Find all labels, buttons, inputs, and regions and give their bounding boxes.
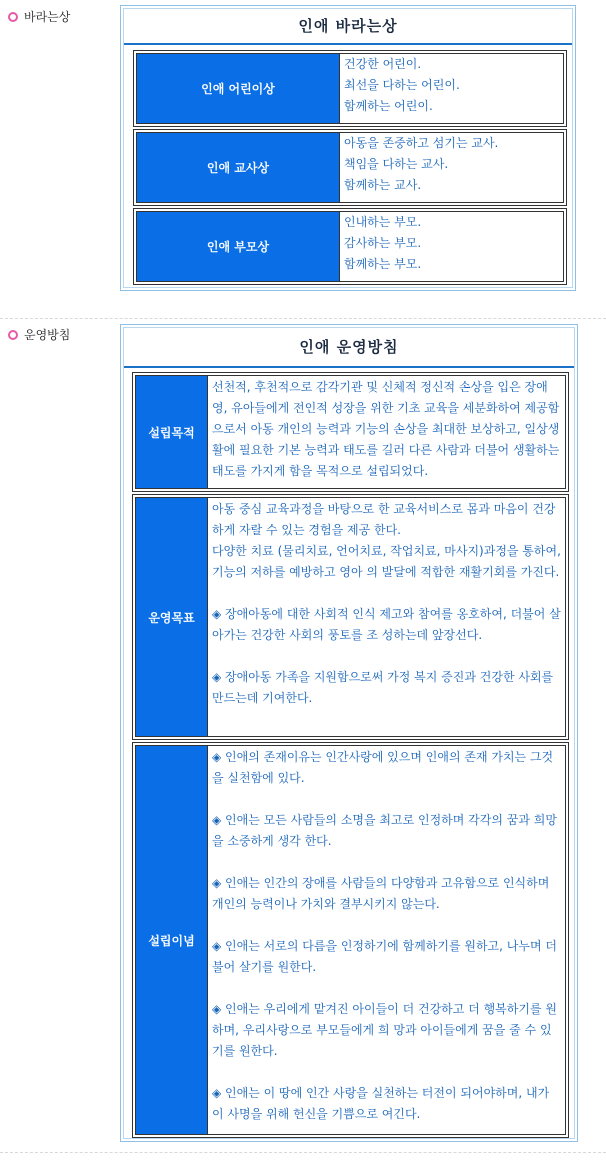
panel-title: 인애 바라는상 — [298, 17, 398, 35]
ring-bullet-icon — [8, 12, 18, 22]
row-text: 건강한 어린이. 최선을 다하는 어린이. 함께하는 어린이. — [344, 57, 460, 113]
row-text: 아동을 존중하고 섬기는 교사. 책임을 다하는 교사. 함께하는 교사. — [344, 136, 499, 192]
panel-title: 인애 운영방침 — [299, 338, 399, 356]
section-divider — [0, 1152, 606, 1153]
section-heading-vision — [8, 8, 70, 25]
section-heading-policy — [8, 326, 70, 343]
vision-panel — [120, 5, 576, 291]
row-label: 설립이념 — [136, 746, 208, 1134]
title-underline — [124, 366, 574, 368]
row-text: 아동 중심 교육과정을 바탕으로 한 교육서비스로 몸과 마음이 건강하게 자랄 수 있는 경험을 제공 한다. 다양한 치료 (물리치료, 언어치료, 작업치료, 마사지)과정을 통하여, 기능의 저하를 예방하고 영아 의 발달에 적합한 재활기회를 가진다. ◈ 장애아동에 대한 사회적 인식 제고와 참여를 옹호하여, 더불어 살아가는 건강한 사회의 풍토를 조 성하는데 앞장선다. ◈ 장애아동 가족을 지원함으로써 가정 복지 증진과 건강한 사회를 만드는데 기여한다. — [212, 502, 561, 705]
row-label: 인애 부모상 — [137, 212, 340, 281]
table-row — [133, 208, 567, 285]
section-heading-label: 바라는상 — [24, 10, 71, 24]
row-label: 인애 어린이상 — [137, 54, 340, 123]
section-heading-label: 운영방침 — [24, 328, 71, 342]
section-divider — [0, 318, 606, 319]
policy-panel — [120, 324, 578, 1142]
table-row — [133, 50, 567, 127]
row-label: 인애 교사상 — [137, 133, 340, 202]
table-row — [132, 372, 569, 492]
table-row — [132, 742, 569, 1138]
row-label: 운영목표 — [136, 498, 208, 736]
row-text: 인내하는 부모. 감사하는 부모. 함께하는 부모. — [344, 215, 422, 271]
table-row — [132, 494, 569, 740]
ring-bullet-icon — [8, 330, 18, 340]
title-underline — [124, 43, 572, 45]
table-row — [133, 129, 567, 206]
row-text: 선천적, 후천적으로 감각기관 및 신체적 정신적 손상을 입은 장애영, 유아들에게 전인적 성장을 위한 기초 교육을 세분화하여 제공함으로서 아동 개인의 능력과 기능의 손상을 최대한 보상하고, 일상생활에 필요한 기본 능력과 태도를 길러 다른 사람과 더불어 생활하는 태도를 가지게 함을 목적으로 설립되었다. — [212, 380, 560, 478]
row-label: 설립목적 — [136, 376, 208, 488]
row-text: ◈ 인애의 존재이유는 인간사랑에 있으며 인애의 존재 가치는 그것을 실천함에 있다. ◈ 인애는 모든 사람들의 소명을 최고로 인정하며 각각의 꿈과 희망을 소중하게 생각 한다. ◈ 인애는 인간의 장애를 사람들의 다양함과 고유함으로 인식하며 개인의 능력이나 가치와 결부시키지 않는다. ◈ 인애는 서로의 다름을 인정하기에 함께하기를 원하고, 나누며 더불어 살기를 원한다. ◈ 인애는 우리에게 맡겨진 아이들이 더 건강하고 더 행복하기를 원하며, 우리사랑으로 부모들에게 희 망과 아이들에게 꿈을 줄 수 있기를 원한다. ◈ 인애는 이 땅에 인간 사랑을 실천하는 터전이 되어야하며, 내가 이 사명을 위해 헌신을 기쁨으로 여긴다. — [212, 750, 557, 1121]
